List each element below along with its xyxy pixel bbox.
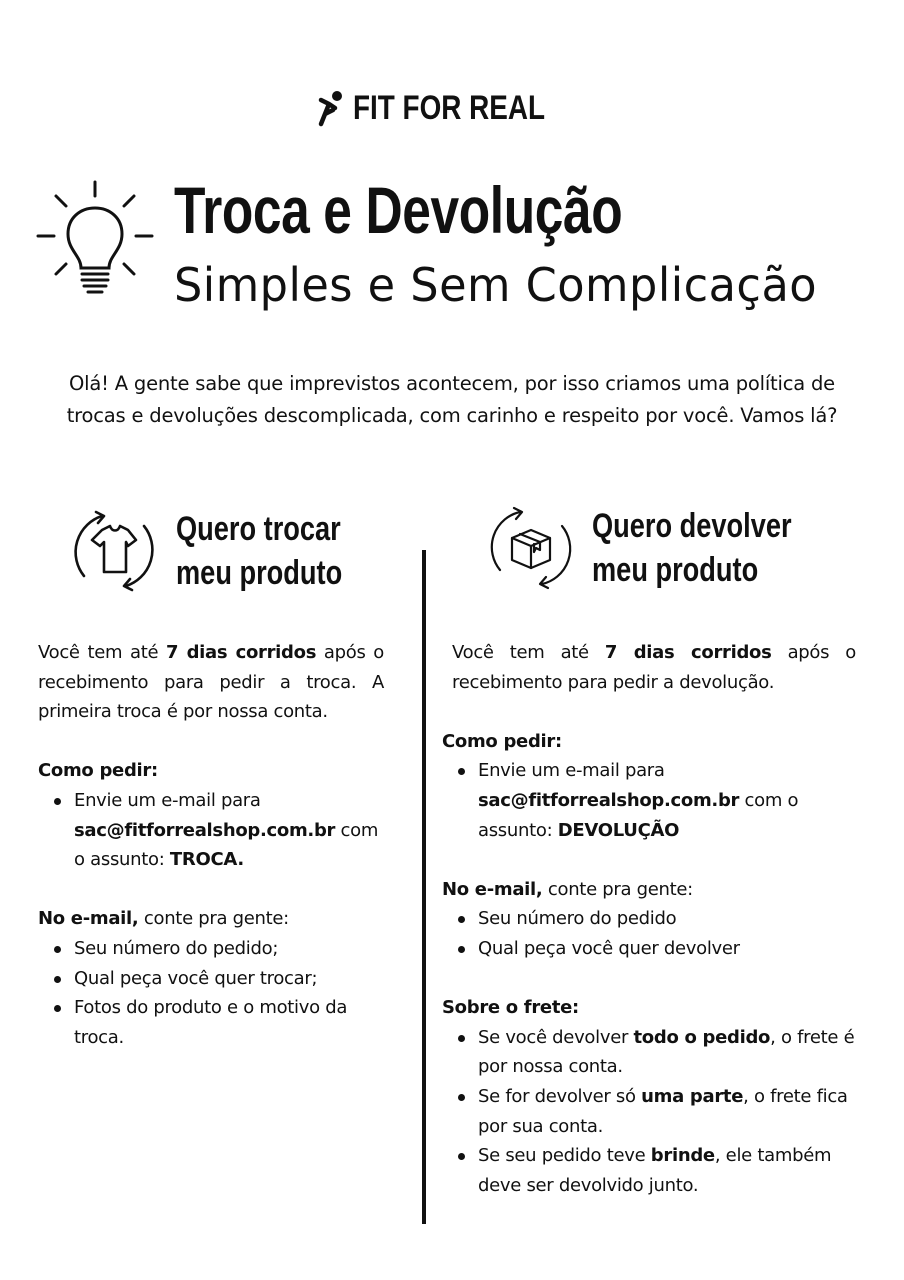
list-item: Se for devolver só uma parte, o frete fica por sua conta. bbox=[442, 1082, 874, 1141]
return-email-address: sac@fitforrealshop.com.br bbox=[478, 789, 740, 811]
exchange-heading-line-2: meu produto bbox=[176, 554, 343, 592]
return-email-label: No e-mail, conte pra gente: bbox=[442, 878, 693, 900]
column-divider bbox=[422, 550, 426, 1224]
page-subtitle: Simples e Sem Complicação bbox=[174, 258, 818, 312]
return-email-list bbox=[442, 904, 874, 963]
exchange-column bbox=[38, 638, 384, 1052]
box-cycle-icon bbox=[486, 504, 576, 592]
exchange-heading bbox=[66, 506, 384, 596]
exchange-deadline: Você tem até 7 dias corridos após o recebimento para pedir a troca. A primeira troca é por nossa conta. bbox=[38, 642, 385, 723]
exchange-how-list bbox=[38, 786, 384, 875]
tshirt-cycle-icon bbox=[66, 506, 162, 596]
list-item: Envie um e-mail para sac@fitforrealshop.com.br com o assunto: TROCA. bbox=[38, 786, 384, 875]
exchange-how-label: Como pedir: bbox=[38, 760, 158, 782]
list-item: Qual peça você quer trocar; bbox=[38, 964, 384, 994]
return-shipping-label: Sobre o frete: bbox=[442, 997, 579, 1019]
return-shipping-list bbox=[442, 1023, 874, 1201]
return-heading-line-2: meu produto bbox=[592, 551, 759, 589]
return-how-list bbox=[442, 756, 874, 845]
return-how-label: Como pedir: bbox=[442, 730, 562, 752]
page-title: Troca e Devolução bbox=[174, 173, 623, 247]
list-item: Seu número do pedido; bbox=[38, 934, 384, 964]
intro-line-2: trocas e devoluções descomplicada, com carinho e respeito por você. Vamos lá? bbox=[66, 404, 838, 427]
list-item: Envie um e-mail para sac@fitforrealshop.com.br com o assunto: DEVOLUÇÃO bbox=[442, 756, 834, 845]
lightbulb-icon bbox=[36, 178, 154, 300]
return-column bbox=[442, 638, 874, 1200]
list-item: Se você devolver todo o pedido, o frete é por nossa conta. bbox=[442, 1023, 874, 1082]
return-heading bbox=[486, 504, 841, 592]
exchange-email-address: sac@fitforrealshop.com.br bbox=[74, 819, 336, 841]
list-item: Fotos do produto e o motivo da troca. bbox=[38, 993, 384, 1052]
runner-icon bbox=[317, 88, 345, 128]
return-deadline: Você tem até 7 dias corridos após o recebimento para pedir a devolução. bbox=[452, 642, 856, 693]
list-item: Qual peça você quer devolver bbox=[442, 934, 874, 964]
brand-name: FIT FOR REAL bbox=[352, 88, 545, 127]
list-item: Se seu pedido teve brinde, ele também deve ser devolvido junto. bbox=[442, 1141, 874, 1200]
exchange-email-list bbox=[38, 934, 384, 1052]
return-heading-line-1: Quero devolver bbox=[592, 507, 792, 545]
exchange-heading-line-1: Quero trocar bbox=[176, 510, 341, 548]
exchange-email-label: No e-mail, conte pra gente: bbox=[38, 908, 289, 930]
intro-text bbox=[20, 368, 884, 432]
brand-logo bbox=[0, 88, 904, 132]
list-item: Seu número do pedido bbox=[442, 904, 874, 934]
intro-line-1: Olá! A gente sabe que imprevistos acontecem, por isso criamos uma política de bbox=[69, 372, 835, 395]
